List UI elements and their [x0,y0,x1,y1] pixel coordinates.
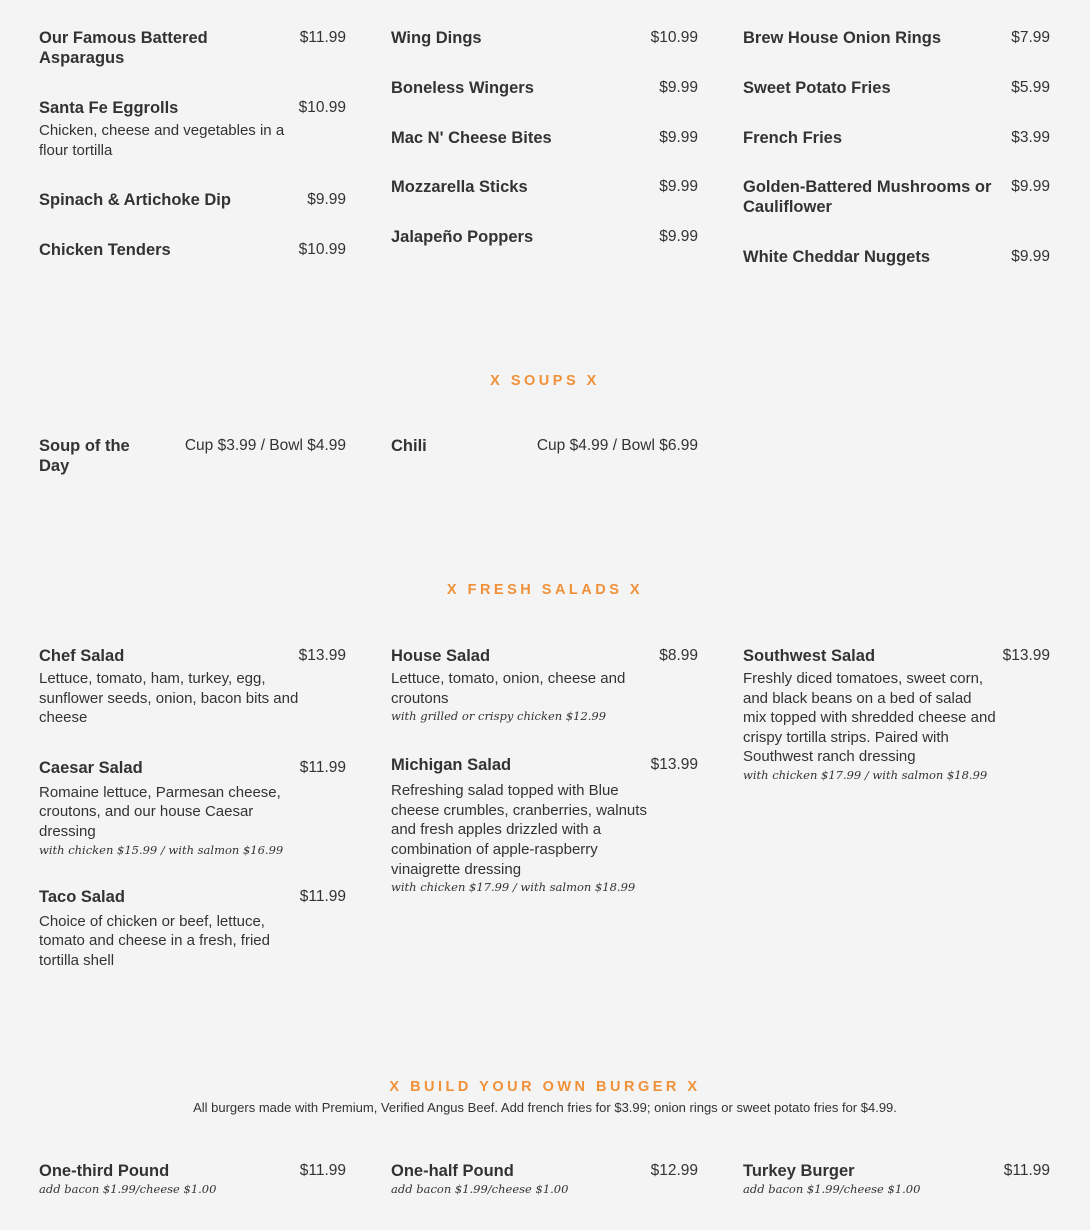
item-name: Chili [391,437,427,455]
item-price: $12.99 [650,1162,698,1179]
salads-section-title: X FRESH SALADS X [446,582,644,598]
item-price: $13.99 [298,647,346,664]
item-price: $9.99 [307,191,346,209]
menu-item [39,436,346,476]
item-price: $9.99 [659,228,698,245]
menu-item [39,887,346,971]
menu-item [39,758,346,859]
item-note: with chicken $17.99 / with salmon $18.99 [743,767,988,782]
menu-item [39,646,346,728]
menu-item [39,98,346,160]
menu-item [391,78,698,98]
item-price: $3.99 [1011,129,1050,146]
item-price: $9.99 [1011,178,1050,195]
burgers-column-2 [391,1161,698,1228]
item-price: $10.99 [298,99,346,116]
item-name: Soup of the Day [39,437,130,475]
item-name: Caesar Salad [39,758,143,777]
menu-item [391,646,698,725]
salads-column-3 [743,646,1050,1000]
item-name: Chicken Tenders [39,241,171,260]
menu-item [743,28,1050,48]
menu-item [743,646,1050,784]
item-description: Choice of chicken or beef, lettuce, tomato and cheese in a fresh, fried tortilla shell [39,912,270,969]
soups-section-title: X SOUPS X [490,373,600,389]
menu-item [39,240,346,260]
salads-column-2 [391,646,698,1000]
menu-item [391,28,698,48]
item-name: Jalapeño Poppers [391,228,534,246]
menu-item [39,28,346,68]
item-price: $9.99 [659,178,698,195]
item-name: Chef Salad [39,647,125,665]
menu-item [391,177,698,197]
item-name: Mac N' Cheese Bites [391,129,552,147]
item-price: $8.99 [659,647,698,664]
item-name: Sweet Potato Fries [743,79,891,97]
menu-item [39,1161,346,1198]
appetizers-column-1 [39,28,346,297]
salads-column-1 [39,646,346,1000]
item-note: add bacon $1.99/cheese $1.00 [743,1182,921,1196]
menu-item [39,190,346,210]
item-note: add bacon $1.99/cheese $1.00 [39,1182,217,1196]
item-note: with grilled or crispy chicken $12.99 [391,709,607,724]
burgers-grid [39,1161,1051,1228]
appetizers-column-2 [391,28,698,297]
item-price: $11.99 [299,29,346,46]
menu-item [743,177,1050,217]
item-price: $11.99 [299,887,346,905]
item-price: $13.99 [1002,647,1050,664]
item-description: Lettuce, tomato, ham, turkey, egg, sunflower seeds, onion, bacon bits and cheese [39,670,299,727]
item-name: One-half Pound [391,1162,514,1180]
item-name: Golden-Battered Mushrooms or Cauliflower [743,178,992,216]
item-price: $11.99 [1003,1162,1050,1179]
item-price: $5.99 [1011,79,1050,96]
item-name: House Salad [391,647,491,665]
item-name: Taco Salad [39,887,125,906]
item-price: $9.99 [659,129,698,146]
item-note: add bacon $1.99/cheese $1.00 [391,1182,569,1196]
item-price: $10.99 [650,29,698,46]
appetizers-column-3 [743,28,1050,297]
item-description: Romaine lettuce, Parmesan cheese, croutons, and our house Caesar dressing [39,783,281,840]
item-price: Cup $3.99 / Bowl $4.99 [184,437,346,454]
item-name: Spinach & Artichoke Dip [39,191,231,210]
item-name: Santa Fe Eggrolls [39,99,179,117]
salads-grid [39,646,1051,1000]
menu-item [391,755,698,896]
appetizers-grid [39,28,1051,297]
item-name: Wing Dings [391,29,482,47]
menu-item [743,128,1050,148]
item-price: Cup $4.99 / Bowl $6.99 [536,437,698,454]
menu-item [391,227,698,247]
item-name: Our Famous Battered Asparagus [39,29,208,67]
item-price: $10.99 [298,241,346,259]
item-name: Brew House Onion Rings [743,29,942,47]
item-name: French Fries [743,129,843,147]
soups-column-3 [743,436,1050,506]
item-description: Refreshing salad topped with Blue cheese crumbles, cranberries, walnuts and fresh apples drizzled with a combination of apple-raspberry vinaigrette dressing [391,782,647,878]
item-name: Michigan Salad [391,756,512,775]
menu-item [743,78,1050,98]
item-note: with chicken $17.99 / with salmon $18.99 [391,880,636,895]
item-price: $11.99 [299,758,346,776]
item-price: $9.99 [659,79,698,96]
menu-item [743,247,1050,267]
menu-item [391,1161,698,1198]
item-name: Turkey Burger [743,1162,855,1180]
soups-column-2 [391,436,698,506]
item-name: White Cheddar Nuggets [743,248,931,266]
item-price: $7.99 [1011,29,1050,46]
menu-item [743,1161,1050,1198]
item-note: with chicken $15.99 / with salmon $16.99 [39,842,284,857]
item-name: Boneless Wingers [391,79,534,97]
item-price: $9.99 [1011,248,1050,265]
item-name: Southwest Salad [743,647,876,665]
item-price: $11.99 [299,1162,346,1179]
burgers-section-subtitle: All burgers made with Premium, Verified Angus Beef. Add french fries for $3.99; onion rings or sweet potato fries for $4.99. [193,1100,897,1115]
burgers-column-3 [743,1161,1050,1228]
item-description: Chicken, cheese and vegetables in a flour tortilla [39,122,285,159]
soups-grid [39,436,1051,506]
burgers-column-1 [39,1161,346,1228]
menu-item [391,436,698,456]
menu-item [391,128,698,148]
item-description: Freshly diced tomatoes, sweet corn, and black beans on a bed of salad mix topped with shredded cheese and crispy tortilla strips. Paired with Southwest ranch dressing [743,670,996,766]
burgers-section-title: X BUILD YOUR OWN BURGER X [389,1079,701,1095]
item-name: Mozzarella Sticks [391,178,528,196]
item-description: Lettuce, tomato, onion, cheese and croutons [391,670,626,707]
item-name: One-third Pound [39,1162,170,1180]
soups-column-1 [39,436,346,506]
item-price: $13.99 [650,756,698,774]
